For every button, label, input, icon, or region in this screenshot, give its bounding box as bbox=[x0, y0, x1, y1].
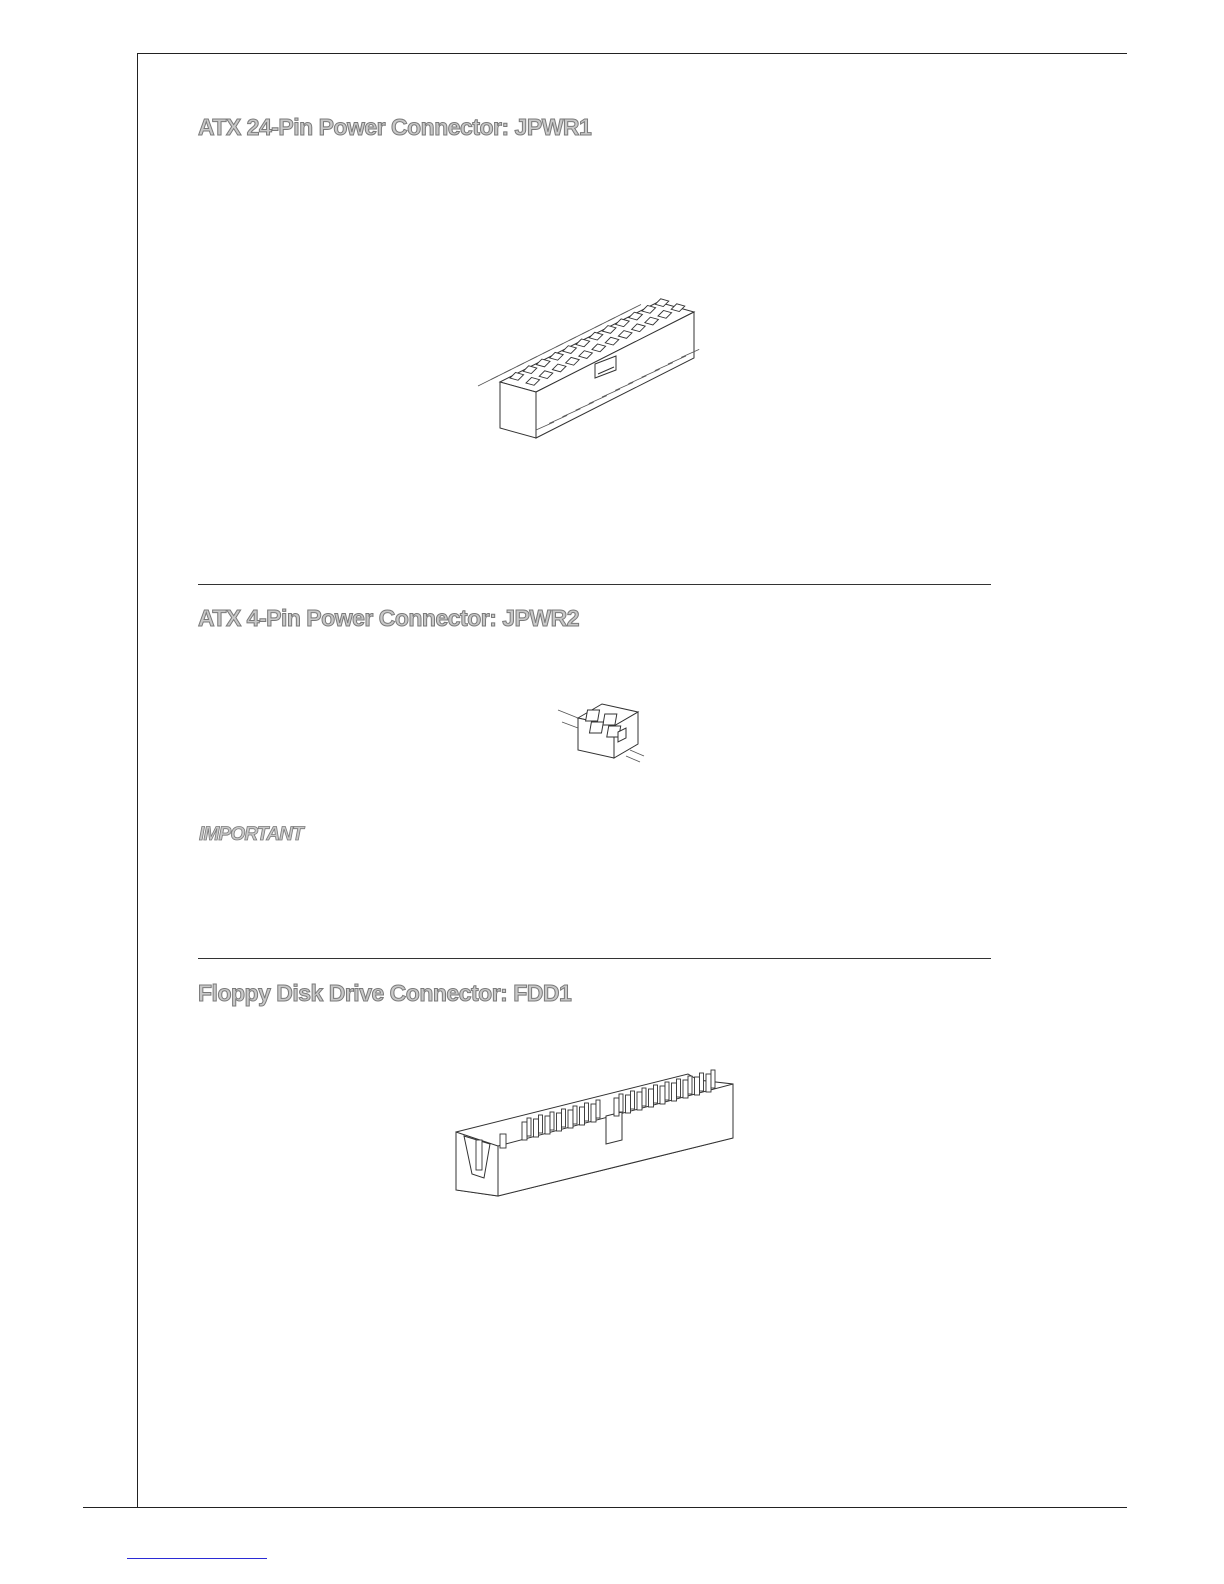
header-pin bbox=[500, 1134, 506, 1148]
section-title-fdd1: Floppy Disk Drive Connector: FDD1 bbox=[198, 980, 572, 1006]
footer-link-underline[interactable] bbox=[127, 1558, 267, 1559]
header-pin bbox=[706, 1074, 711, 1092]
jpwr2-connector-illustration bbox=[556, 696, 656, 776]
header-pin bbox=[476, 1140, 482, 1170]
header-pin bbox=[665, 1082, 669, 1100]
header-pin bbox=[637, 1092, 642, 1110]
jpwr1-connector-illustration bbox=[470, 290, 720, 450]
important-notice-label: IMPORTANT bbox=[199, 824, 303, 845]
header-pin bbox=[580, 1107, 585, 1125]
header-pin bbox=[573, 1106, 577, 1124]
header-pin bbox=[700, 1073, 704, 1091]
page-frame-top-rule bbox=[137, 53, 1127, 54]
header-pin bbox=[672, 1083, 677, 1101]
jpwr1-connector-svg bbox=[470, 290, 720, 450]
jpwr2-connector-svg bbox=[556, 696, 656, 776]
header-pin bbox=[568, 1110, 573, 1128]
header-pin bbox=[550, 1112, 554, 1130]
header-pin bbox=[614, 1098, 619, 1116]
header-pin bbox=[695, 1077, 700, 1095]
header-pin bbox=[619, 1094, 623, 1112]
header-pin bbox=[688, 1076, 692, 1094]
header-pin bbox=[545, 1116, 550, 1134]
section-divider bbox=[198, 958, 991, 959]
header-pin bbox=[534, 1119, 539, 1137]
fdd1-connector-svg bbox=[452, 1070, 742, 1200]
header-pin bbox=[527, 1118, 531, 1136]
header-pin bbox=[562, 1109, 566, 1127]
header-pin bbox=[711, 1070, 715, 1088]
section-divider bbox=[198, 584, 991, 585]
header-pin bbox=[557, 1113, 562, 1131]
header-pin bbox=[522, 1122, 527, 1140]
header-pin bbox=[649, 1089, 654, 1107]
header-pin bbox=[654, 1085, 658, 1103]
header-pin bbox=[539, 1115, 543, 1133]
header-pin bbox=[585, 1103, 589, 1121]
page-frame-bottom-rule bbox=[83, 1507, 1127, 1508]
header-pin bbox=[596, 1100, 600, 1118]
page-frame-left-rule bbox=[137, 53, 138, 1507]
header-pin bbox=[683, 1080, 688, 1098]
header-pin bbox=[677, 1079, 681, 1097]
header-pin bbox=[626, 1095, 631, 1113]
header-pin bbox=[631, 1091, 635, 1109]
header-pin bbox=[591, 1104, 596, 1122]
section-title-jpwr2: ATX 4-Pin Power Connector: JPWR2 bbox=[198, 605, 580, 631]
header-pin bbox=[660, 1086, 665, 1104]
fdd1-connector-illustration bbox=[452, 1070, 742, 1200]
header-pin bbox=[642, 1088, 646, 1106]
section-title-jpwr1: ATX 24-Pin Power Connector: JPWR1 bbox=[198, 114, 592, 140]
